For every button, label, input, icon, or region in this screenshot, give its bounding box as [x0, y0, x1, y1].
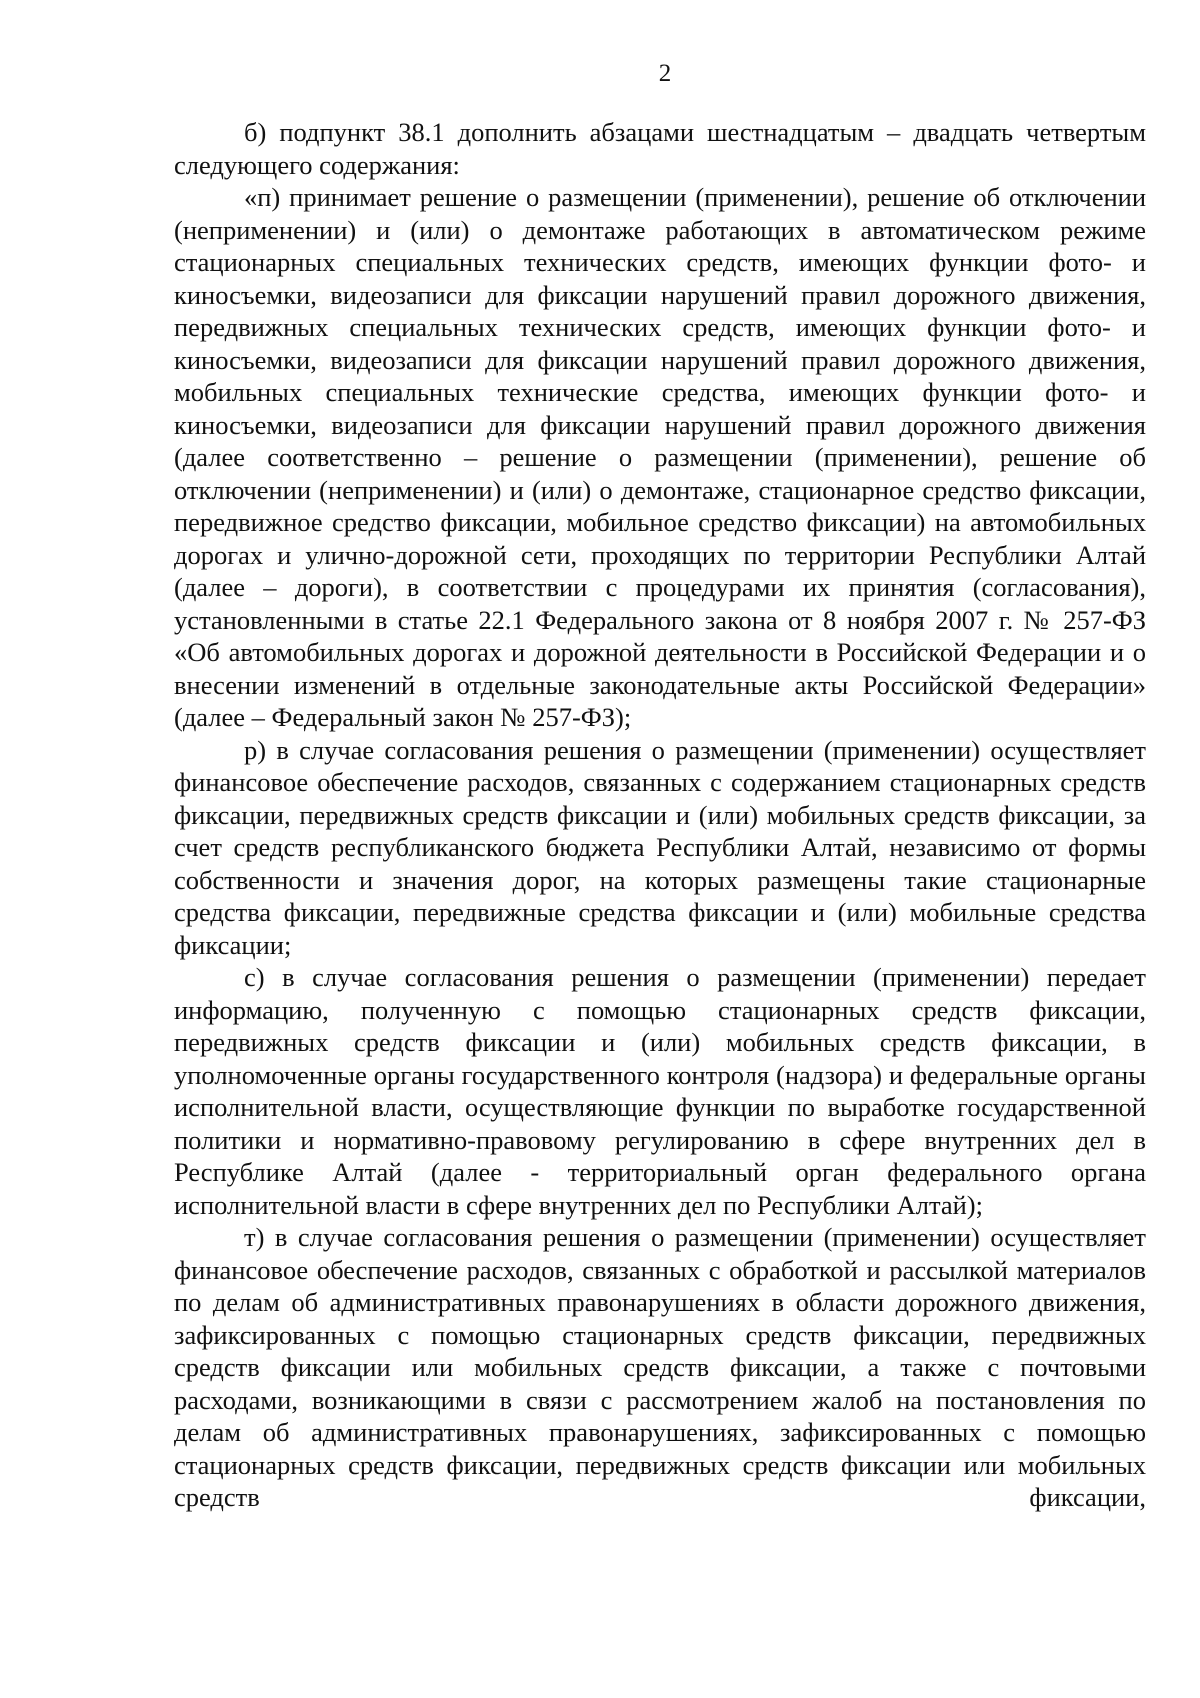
- paragraph-s: с) в случае согласования решения о размещении (применении) передает информацию, полученную с помощью стационарных средств фиксации, передвижных средств фиксации и (или) мобильных средств фиксации, в уполномоченные органы государственного контроля (надзора) и федеральные органы исполнительной власти, осуществляющие функции по выработке государственной политики и нормативно-правовому регулированию в сфере внутренних дел в Республике Алтай (далее - территориальный орган федерального органа исполнительной власти в сфере внутренних дел по Республики Алтай);: [174, 962, 1146, 1220]
- paragraph-r: р) в случае согласования решения о размещении (применении) осуществляет финансовое обеспечение расходов, связанных с содержанием стационарных средств фиксации, передвижных средств фиксации и (или) мобильных средств фиксации, за счет средств республиканского бюджета Республики Алтай, независимо от формы собственности и значения дорог, на которых размещены такие стационарные средства фиксации, передвижные средства фиксации и (или) мобильные средства фиксации;: [174, 734, 1146, 960]
- paragraph-b: б) подпункт 38.1 дополнить абзацами шестнадцатым – двадцать четвертым следующего содержания:: [174, 117, 1146, 180]
- page-number: 2: [658, 60, 672, 87]
- document-body: [174, 116, 1146, 1514]
- paragraph-t: т) в случае согласования решения о размещении (применении) осуществляет финансовое обеспечение расходов, связанных с обработкой и рассылкой материалов по делам об административных правонарушениях в области дорожного движения, зафиксированных с помощью стационарных средств фиксации, передвижных средств фиксации или мобильных средств фиксации, а также с почтовыми расходами, возникающими в связи с рассмотрением жалоб на постановления по делам об административных правонарушениях, зафиксированных с помощью стационарных средств фиксации, передвижных средств фиксации или мобильных средств фиксации,: [174, 1222, 1146, 1512]
- paragraph-p: «п) принимает решение о размещении (применении), решение об отключении (неприменении) и (или) о демонтаже работающих в автоматическом режиме стационарных специальных технических средств, имеющих функции фото- и киносъемки, видеозаписи для фиксации нарушений правил дорожного движения, передвижных специальных технических средств, имеющих функции фото- и киносъемки, видеозаписи для фиксации нарушений правил дорожного движения, мобильных специальных технические средства, имеющих функции фото- и киносъемки, видеозаписи для фиксации нарушений правил дорожного движения (далее соответственно – решение о размещении (применении), решение об отключении (неприменении) и (или) о демонтаже, стационарное средство фиксации, передвижное средство фиксации, мобильное средство фиксации) на автомобильных дорогах и улично-дорожной сети, проходящих по территории Республики Алтай (далее – дороги), в соответствии с процедурами их принятия (согласования), установленными в статье 22.1 Федерального закона от 8 ноября 2007 г. № 257-ФЗ «Об автомобильных дорогах и дорожной деятельности в Российской Федерации и о внесении изменений в отдельные законодательные акты Российской Федерации» (далее – Федеральный закон № 257-ФЗ);: [174, 182, 1146, 732]
